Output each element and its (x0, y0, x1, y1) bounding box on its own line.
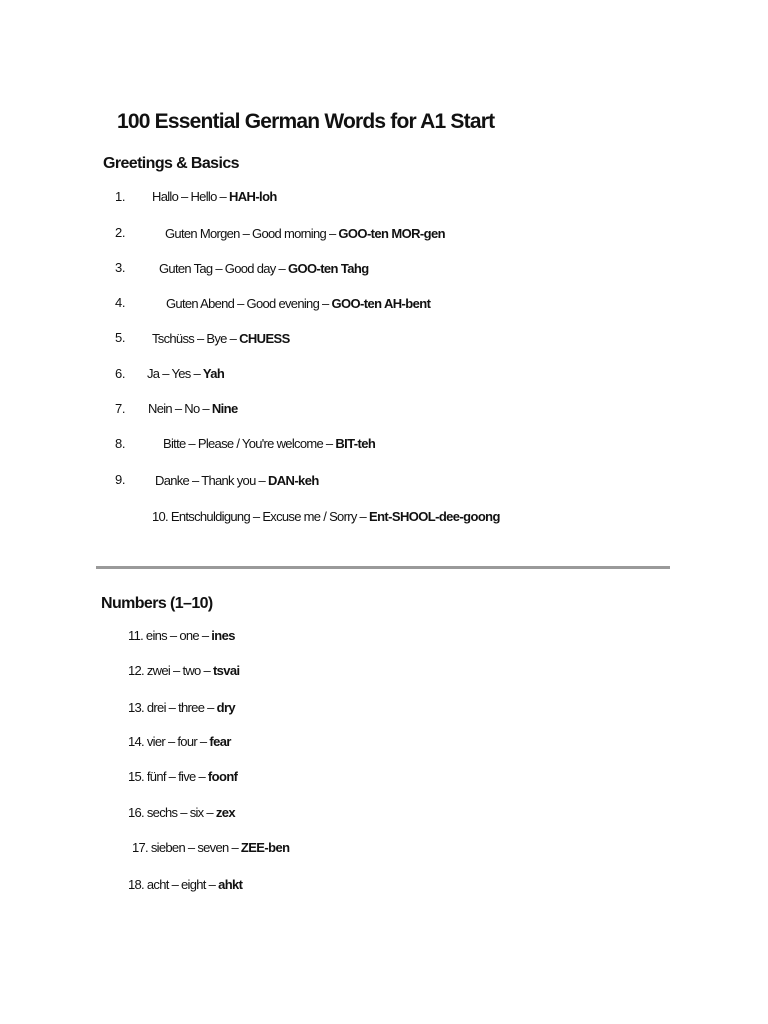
item-number: 2. (115, 225, 126, 240)
item-number: 5. (115, 330, 126, 345)
item-text: Guten Morgen – Good morning – GOO-ten MOR-gen (165, 226, 445, 241)
item-pronunciation: foonf (207, 769, 238, 784)
item-number: 8. (115, 436, 126, 451)
item-pronunciation: GOO-ten AH-bent (331, 296, 431, 311)
item-text: 15. fünf – five – foonf (128, 769, 238, 784)
item-text: Danke – Thank you – DAN-keh (155, 473, 319, 488)
section-divider (96, 566, 670, 569)
item-number: 3. (115, 260, 126, 275)
item-pronunciation: zex (215, 805, 236, 820)
item-number: 4. (115, 295, 126, 310)
item-pronunciation: Nine (211, 401, 238, 416)
item-text: Tschüss – Bye – CHUESS (152, 331, 290, 346)
item-pronunciation: tsvai (212, 663, 240, 678)
item-pronunciation: ahkt (218, 877, 243, 892)
item-pronunciation: BIT-teh (335, 436, 376, 451)
item-text: 13. drei – three – dry (128, 700, 236, 715)
item-text: 10. Entschuldigung – Excuse me / Sorry – Ent-SHOOL-dee-goong (152, 509, 500, 524)
item-text: 18. acht – eight – ahkt (128, 877, 243, 892)
item-pronunciation: Ent-SHOOL-dee-goong (369, 509, 500, 524)
item-number: 9. (115, 472, 126, 487)
item-pronunciation: dry (216, 700, 236, 715)
item-pronunciation: CHUESS (239, 331, 290, 346)
item-text: Hallo – Hello – HAH-loh (152, 189, 277, 204)
item-text: 14. vier – four – fear (128, 734, 231, 749)
item-text: Guten Abend – Good evening – GOO-ten AH-bent (166, 296, 431, 311)
item-number: 7. (115, 401, 126, 416)
item-pronunciation: ines (211, 628, 235, 643)
item-text: 17. sieben – seven – ZEE-ben (132, 840, 290, 855)
item-pronunciation: HAH-loh (228, 189, 277, 204)
item-pronunciation: Yah (202, 366, 225, 381)
item-text: 11. eins – one – ines (128, 628, 235, 643)
item-pronunciation: GOO-ten MOR-gen (338, 226, 445, 241)
item-pronunciation: GOO-ten Tahg (287, 261, 369, 276)
document-title: 100 Essential German Words for A1 Start (117, 110, 495, 133)
item-pronunciation: DAN-keh (267, 473, 319, 488)
section-heading-numbers: Numbers (1–10) (101, 595, 213, 612)
item-text: Bitte – Please / You're welcome – BIT-teh (163, 436, 376, 451)
item-text: Ja – Yes – Yah (147, 366, 225, 381)
item-text: Guten Tag – Good day – GOO-ten Tahg (159, 261, 369, 276)
item-text: Nein – No – Nine (148, 401, 238, 416)
item-pronunciation: fear (209, 734, 231, 749)
item-number: 6. (115, 366, 126, 381)
item-text: 12. zwei – two – tsvai (128, 663, 240, 678)
item-text: 16. sechs – six – zex (128, 805, 236, 820)
item-pronunciation: ZEE-ben (240, 840, 290, 855)
item-number: 1. (115, 189, 126, 204)
section-heading-greetings: Greetings & Basics (103, 155, 239, 172)
